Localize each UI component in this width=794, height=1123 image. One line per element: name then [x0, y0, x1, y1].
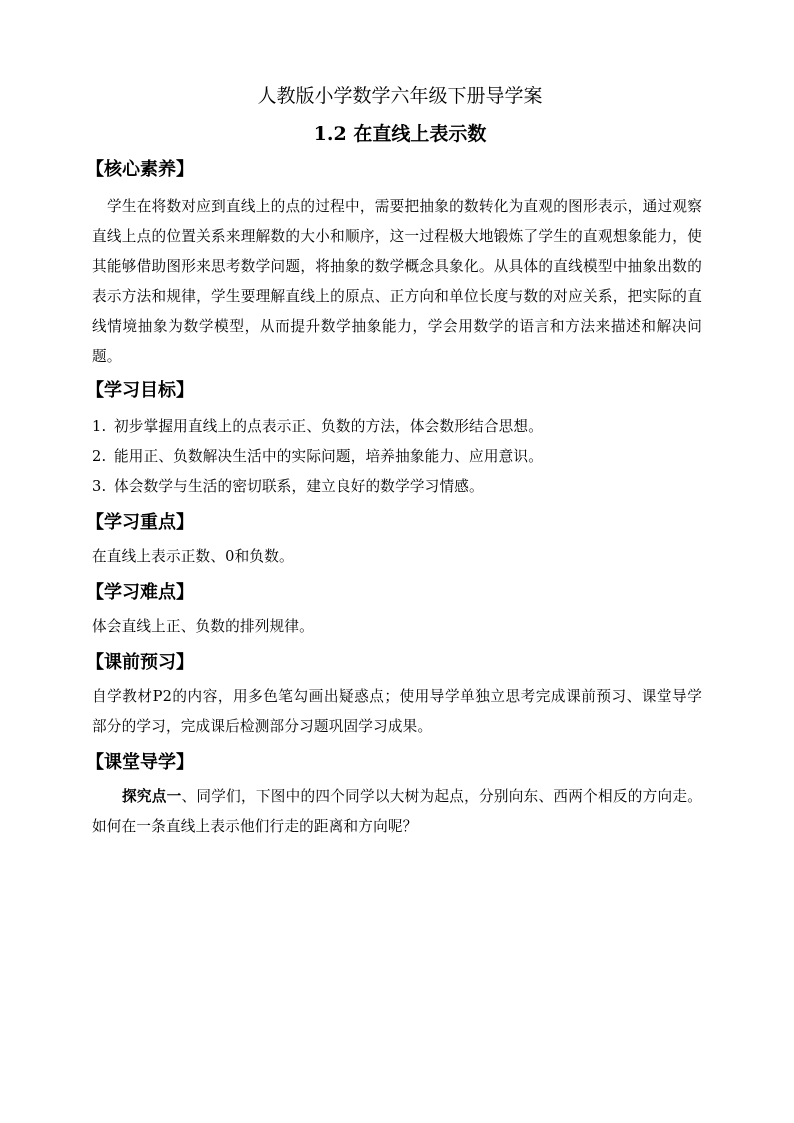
document-title: 人教版小学数学六年级下册导学案 [257, 85, 543, 107]
guide-body: 、同学们，下图中的四个同学以大树为起点，分别向东、西两个相反的方向走。如何在一条直线上表示他们行走的距离和方向呢？ [92, 788, 702, 835]
goal-item [92, 442, 702, 472]
core-text: 学生在将数对应到直线上的点的过程中，需要把抽象的数转化为直观的图形表示，通过观察直线上点的位置关系来理解数的大小和顺序，这一过程极大地锻炼了学生的直观想象能力，使其能够借助图形来思考数学问题，将抽象的数学概念具象化。从具体的直线模型中抽象出数的表示方法和规律，学生要理解直线上的原点、正方向和单位长度与数的对应关系，把实际的直线情境抽象为数学模型，从而提升数学抽象能力，学会用数学的语言和方法来描述和解决问题。 [92, 198, 702, 365]
key-text: 在直线上表示正数、0和负数。 [92, 548, 294, 565]
difficulty-text: 体会直线上正、负数的排列规律。 [92, 618, 314, 635]
section-heading-guide: 【课堂导学】 [86, 752, 194, 773]
goal-number: 3. [92, 478, 107, 495]
goal-number: 2. [92, 448, 107, 465]
goal-number: 1. [92, 418, 107, 435]
goal-text: 能用正、负数解决生活中的实际问题，培养抽象能力、应用意识。 [114, 448, 544, 465]
section-guide [86, 750, 702, 842]
document-page [86, 82, 702, 842]
section-heading-goals: 【学习目标】 [86, 380, 194, 401]
goal-item [92, 472, 702, 502]
explore-point-label: 探究点一 [122, 788, 182, 805]
section-heading-core: 【核心素养】 [86, 159, 194, 180]
guide-text [92, 782, 702, 842]
section-heading-difficulty: 【学习难点】 [86, 582, 194, 603]
section-core [86, 157, 702, 372]
section-goals [86, 378, 702, 502]
goal-text: 体会数学与生活的密切联系，建立良好的数学学习情感。 [114, 478, 484, 495]
goal-text: 初步掌握用直线上的点表示正、负数的方法，体会数形结合思想。 [114, 418, 544, 435]
section-heading-preview: 【课前预习】 [86, 652, 194, 673]
section-heading-key: 【学习重点】 [86, 512, 194, 533]
goal-item [92, 412, 702, 442]
section-difficulty [86, 580, 702, 642]
section-key [86, 510, 702, 572]
lesson-title: 1.2 在直线上表示数 [313, 123, 487, 145]
preview-text: 自学教材P2的内容，用多色笔勾画出疑惑点；使用导学单独立思考完成课前预习、课堂导学部分的学习，完成课后检测部分习题巩固学习成果。 [92, 688, 702, 735]
section-preview [86, 650, 702, 742]
